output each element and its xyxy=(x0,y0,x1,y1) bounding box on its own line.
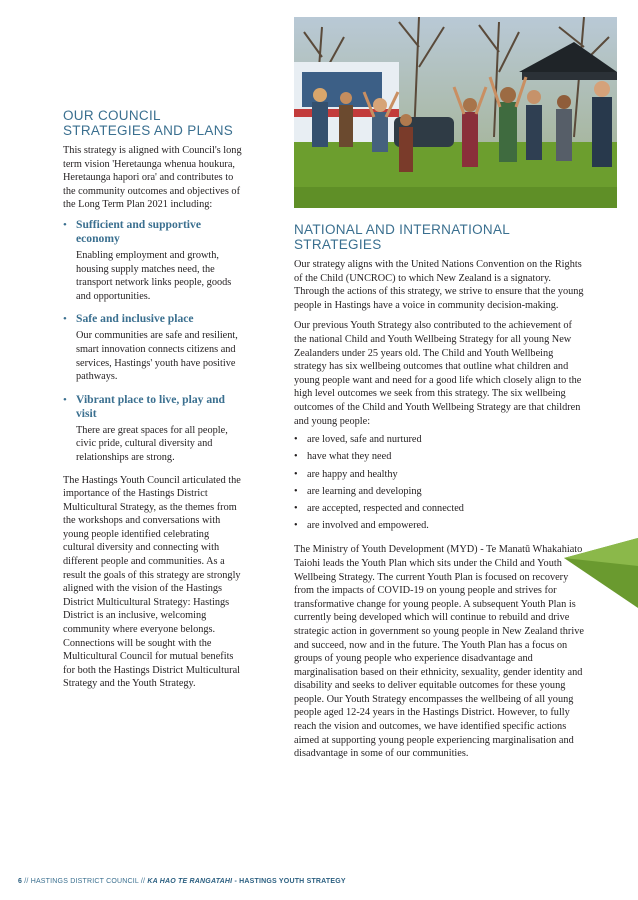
outcome-text: are involved and empowered. xyxy=(307,520,429,532)
bullet-icon: • xyxy=(63,218,67,231)
outcome-text: Our communities are safe and resilient, smart innovation connects citizens and services, Hastings' youth have positive pathways. xyxy=(76,330,238,383)
outcome-text: There are great spaces for all people, civic pride, cultural diversity and relationships are strong. xyxy=(76,424,228,463)
intro-paragraph: This strategy is aligned with Council's long term vision 'Heretaunga whenua houkura, Heretaunga hapori ora' and contributes to the community outcomes and objectives of the Long Term Plan 2021 including: xyxy=(63,145,242,211)
community-outcomes-list xyxy=(63,218,243,465)
bullet-icon: • xyxy=(294,502,298,514)
bullet-icon: • xyxy=(294,468,298,480)
list-item xyxy=(63,218,243,303)
list-item xyxy=(294,483,584,500)
bullet-icon: • xyxy=(63,313,67,326)
list-item xyxy=(294,517,584,534)
list-item xyxy=(294,500,584,517)
list-item xyxy=(63,393,243,465)
outcome-text: are accepted, respected and connected xyxy=(307,502,464,514)
footer-separator: // xyxy=(22,878,31,885)
list-item xyxy=(294,431,584,448)
outcome-title: Safe and inclusive place xyxy=(76,312,194,326)
heading-line: OUR COUNCIL xyxy=(63,108,161,123)
youth-plan-paragraph: The Ministry of Youth Development (MYD) - Te Manatū Whakahiato Taiohi leads the Youth Plan which sits under the Child and Youth Wellbeing Strategy. The current Youth Plan is focused on recovery from the impacts of COVID-19 on young people and strives for transformative change for young people. A subsequent Youth Plan is currently being developed which will continue to rebuild and drive strategic action in government so young people in New Zealand thrive and succeed, now and in the future. The Youth Plan has a focus on groups of young people who experience disadvantage and marginalisation based on their ethnicity, sexuality, gender identity and disability and seeks to deliver equitable outcomes for these young people. Our Youth Strategy encompasses the wellbeing of all young people aged 12-24 years in the Hastings District. However, to fully reach the vision and outcomes, we have identified specific actions aimed at supporting young people experiencing marginalisation and disadvantage in some of our communities. xyxy=(294,544,584,760)
outcome-text: are happy and healthy xyxy=(307,468,398,480)
wellbeing-outcomes-list xyxy=(294,431,584,534)
list-item xyxy=(294,466,584,483)
bullet-icon: • xyxy=(294,520,298,532)
bullet-icon: • xyxy=(294,451,298,463)
left-column xyxy=(63,108,243,691)
page-number: 6 xyxy=(18,878,23,885)
outcome-text: are learning and developing xyxy=(307,485,422,497)
heading-line: STRATEGIES xyxy=(294,237,382,252)
page-footer xyxy=(18,878,346,885)
footer-title-english: HASTINGS YOUTH STRATEGY xyxy=(239,878,346,885)
national-strategies-heading xyxy=(294,222,584,252)
council-strategies-heading xyxy=(63,108,243,138)
footer-title-maori: KA HAO TE RANGATAHI xyxy=(147,878,233,885)
footer-dash: - xyxy=(232,878,240,885)
multicultural-paragraph: The Hastings Youth Council articulated the importance of the Hastings District Multicultural Strategy, as the themes from the workshops and conversations with young people identified celebrating cultural diversity and connecting with different people and communities. As a result the goals of this strategy are strongly aligned with the vision of the Hastings District Multicultural Strategy: Hastings District is an inclusive, welcoming community where everyone belongs. Connections will be sought with the Multicultural Council for mutual benefits for both the Hastings District Multicultural Strategy and the Youth Strategy. xyxy=(63,474,241,690)
outcome-text: are loved, safe and nurtured xyxy=(307,434,422,446)
outcome-text: Enabling employment and growth, housing supply matches need, the transport network links people, goods and opportunities. xyxy=(76,249,232,302)
footer-council: HASTINGS DISTRICT COUNCIL xyxy=(30,878,139,885)
list-item xyxy=(294,448,584,465)
uncroc-paragraph: Our strategy aligns with the United Nations Convention on the Rights of the Child (UNCROC) to which New Zealand is a signatory. Through the actions of this strategy, we strive to ensure that the young people in Hastings have a voice in community decision-making. xyxy=(294,259,584,311)
outcome-title: Sufficient and supportive economy xyxy=(76,217,201,245)
heading-line: NATIONAL AND INTERNATIONAL xyxy=(294,222,511,237)
outcome-title: Vibrant place to live, play and visit xyxy=(76,392,226,420)
wellbeing-paragraph: Our previous Youth Strategy also contributed to the achievement of the national Child and Youth Wellbeing Strategy for all young New Zealanders under 25 years old. The Child and Youth Wellbeing strategy has six wellbeing outcomes that outline what children and young people want and need for a good life which closely align to the high level outcomes we seek from this strategy. The six wellbeing outcomes of the Child and Youth Wellbeing Strategy are that children and young people: xyxy=(294,320,582,427)
youth-event-photo xyxy=(294,17,617,208)
bullet-icon: • xyxy=(294,485,298,497)
green-triangle-decoration xyxy=(564,538,638,608)
footer-separator: // xyxy=(138,878,148,885)
list-item xyxy=(63,312,243,383)
bullet-icon: • xyxy=(294,434,298,446)
outcome-text: have what they need xyxy=(307,451,392,463)
bullet-icon: • xyxy=(63,393,67,406)
heading-line: STRATEGIES AND PLANS xyxy=(63,123,234,138)
right-column xyxy=(294,222,584,768)
